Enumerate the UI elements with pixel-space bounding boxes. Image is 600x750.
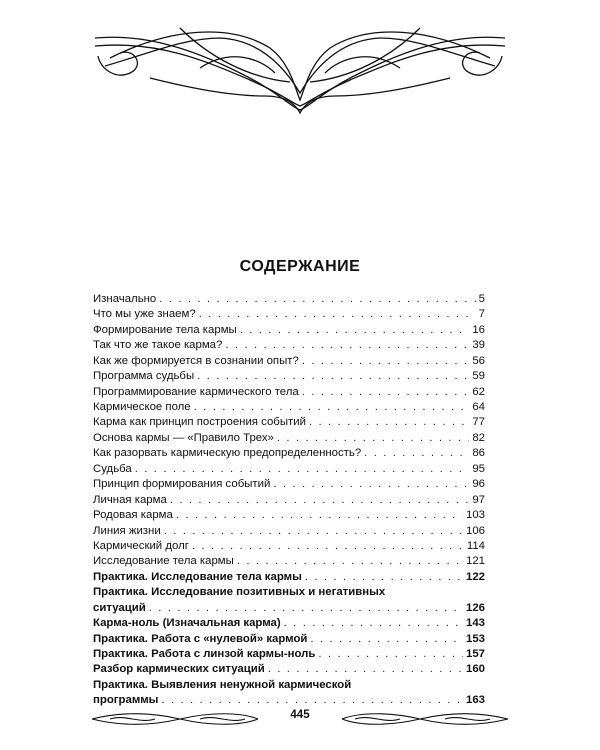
toc-page: 103: [465, 509, 485, 522]
dot-leader: [225, 338, 469, 353]
toc-entry: [93, 323, 485, 338]
toc-page: 114: [466, 539, 485, 552]
dot-leader: [305, 570, 463, 585]
dot-leader: [176, 508, 463, 523]
toc-page: 77: [472, 416, 485, 429]
toc-page: 95: [472, 462, 485, 475]
dot-leader: [273, 477, 469, 492]
table-of-contents: [93, 292, 485, 709]
toc-title: Изначально: [93, 292, 157, 305]
page-number: 445: [290, 709, 310, 721]
page-heading: СОДЕРЖАНИЕ: [239, 258, 361, 275]
dot-leader: [268, 662, 463, 677]
toc-page: 121: [465, 555, 485, 568]
toc-entry: [93, 632, 485, 647]
toc-entry: [93, 477, 485, 492]
toc-title: Кармический долг: [93, 539, 189, 552]
toc-title-line2: ситуаций: [93, 601, 146, 614]
toc-title: Что мы уже знаем?: [93, 308, 196, 321]
toc-title: Карма как принцип построения событий: [93, 416, 306, 429]
toc-entry: [93, 400, 485, 415]
dot-leader: [284, 616, 463, 631]
toc-entry: [93, 678, 485, 709]
toc-page: 82: [472, 431, 485, 444]
dot-leader: [199, 307, 476, 322]
dot-leader: [159, 292, 475, 307]
dot-leader: [277, 431, 469, 446]
toc-entry: [93, 663, 485, 678]
toc-title: Практика. Работа с «нулевой» кармой: [93, 632, 308, 645]
toc-entry: [93, 570, 485, 585]
dot-leader: [302, 354, 469, 369]
toc-title: Программирование кармического тела: [93, 385, 299, 398]
toc-entry: [93, 539, 485, 554]
dot-leader: [309, 415, 469, 430]
toc-entry: [93, 338, 485, 353]
toc-title: Принцип формирования событий: [93, 478, 271, 491]
toc-page: 96: [472, 478, 485, 491]
toc-title: Практика. Работа с линзой кармы-ноль: [93, 648, 316, 661]
dot-leader: [310, 632, 463, 647]
toc-entry: [93, 647, 485, 662]
toc-title: Личная карма: [93, 493, 167, 506]
toc-entry: [93, 446, 485, 461]
toc-title-block: [93, 585, 485, 616]
dot-leader: [240, 323, 470, 338]
dot-leader: [197, 369, 469, 384]
toc-page: 122: [465, 570, 485, 583]
toc-page: 16: [472, 323, 485, 336]
dot-leader: [170, 493, 470, 508]
dot-leader: [161, 693, 463, 708]
toc-entry: [93, 493, 485, 508]
toc-page: 5: [478, 292, 485, 305]
toc-title-line2-row: [93, 693, 485, 708]
toc-page: 143: [465, 617, 485, 630]
toc-title: Программа судьбы: [93, 370, 195, 383]
toc-page: 59: [472, 370, 485, 383]
toc-title: Разбор кармических ситуаций: [93, 663, 265, 676]
footer-right-flourish: [340, 710, 510, 728]
toc-entry: [93, 462, 485, 477]
toc-entry: [93, 307, 485, 322]
toc-entry: [93, 416, 485, 431]
toc-title: Как разорвать кармическую предопределенность?: [93, 447, 362, 460]
toc-entry: [93, 354, 485, 369]
toc-title: Карма-ноль (Изначальная карма): [93, 617, 281, 630]
dot-leader: [192, 539, 464, 554]
toc-page: 126: [465, 601, 485, 614]
dot-leader: [149, 601, 463, 616]
toc-title: Кармическое поле: [93, 401, 191, 414]
toc-title-line1: Практика. Исследование позитивных и негативных: [93, 586, 386, 599]
toc-entry: [93, 508, 485, 523]
toc-title: Родовая карма: [93, 509, 173, 522]
toc-title: Практика. Исследование тела кармы: [93, 570, 302, 583]
toc-entry: [93, 369, 485, 384]
dot-leader: [318, 647, 463, 662]
toc-entry: [93, 554, 485, 569]
toc-title: Формирование тела кармы: [93, 323, 237, 336]
toc-title: Как же формируется в сознании опыт?: [93, 354, 299, 367]
dot-leader: [164, 524, 463, 539]
toc-page: 163: [465, 694, 485, 707]
top-flourish-ornament: [90, 18, 510, 118]
toc-entry: [93, 524, 485, 539]
toc-page: 7: [478, 308, 485, 321]
toc-entry: [93, 431, 485, 446]
toc-page: 86: [472, 447, 485, 460]
dot-leader: [135, 462, 470, 477]
toc-entry: [93, 292, 485, 307]
toc-page: 157: [465, 648, 485, 661]
dot-leader: [364, 446, 469, 461]
toc-title-block: [93, 678, 485, 709]
toc-title-line2: программы: [93, 694, 159, 707]
toc-entry: [93, 585, 485, 616]
toc-page: 39: [472, 339, 485, 352]
toc-title-line2-row: [93, 601, 485, 616]
toc-entry: [93, 616, 485, 631]
toc-title: Так что же такое карма?: [93, 339, 223, 352]
dot-leader: [194, 400, 470, 415]
toc-page: 153: [465, 632, 485, 645]
toc-title: Исследование тела кармы: [93, 555, 234, 568]
toc-title: Основа кармы — «Правило Трех»: [93, 431, 274, 444]
toc-page: 62: [472, 385, 485, 398]
toc-title-line1: Практика. Выявления ненужной кармической: [93, 678, 352, 691]
dot-leader: [302, 385, 470, 400]
toc-page: 97: [472, 493, 485, 506]
dot-leader: [237, 554, 463, 569]
toc-title: Линия жизни: [93, 524, 161, 537]
toc-page: 56: [472, 354, 485, 367]
toc-page: 106: [465, 524, 485, 537]
toc-page: 160: [465, 663, 485, 676]
toc-entry: [93, 385, 485, 400]
toc-page: 64: [472, 401, 485, 414]
toc-title: Судьба: [93, 462, 132, 475]
